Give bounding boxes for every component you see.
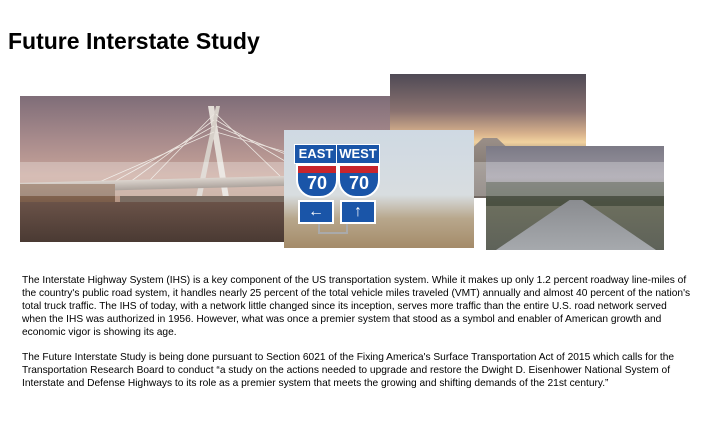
- interstate-signs-photo: [284, 130, 474, 248]
- arrow-left-icon: ←: [298, 200, 334, 224]
- east-sign: EAST: [294, 144, 338, 164]
- intro-paragraph: The Interstate Highway System (IHS) is a key component of the US transportation system. While it makes up only 1.2 percent roadway line-miles of the country's public road system, it handles nearly 25 percent of the total vehicle miles traveled (VMT) annually and almost 40 percent of the nation's total truck traffic. The IHS of today, with a network little changed since its inception, serves more traffic than the entire U.S. road network served when the IHS was authorized in 1956. However, what was once a premier system that stood as a symbol and enabler of American growth and economic vigor is showing its age.: [22, 275, 691, 338]
- study-paragraph: The Future Interstate Study is being done pursuant to Section 6021 of the Fixing America's Surface Transportation Act of 2015 which calls for the Transportation Research Board to conduct “a study on the actions needed to upgrade and restore the Dwight D. Eisenhower National System of Interstate and Defense Highways to its role as a premier system that meets the growing and shifting demands of the 21st century.”: [22, 352, 675, 389]
- highway-road: [496, 200, 656, 250]
- arrow-up-icon: ↑: [340, 200, 376, 224]
- west-sign: WEST: [336, 144, 380, 164]
- sign-post: [318, 224, 348, 234]
- interstate-shield-icon: 70: [338, 164, 380, 198]
- page-title: Future Interstate Study: [8, 28, 260, 54]
- interstate-shield-icon: 70: [296, 164, 338, 198]
